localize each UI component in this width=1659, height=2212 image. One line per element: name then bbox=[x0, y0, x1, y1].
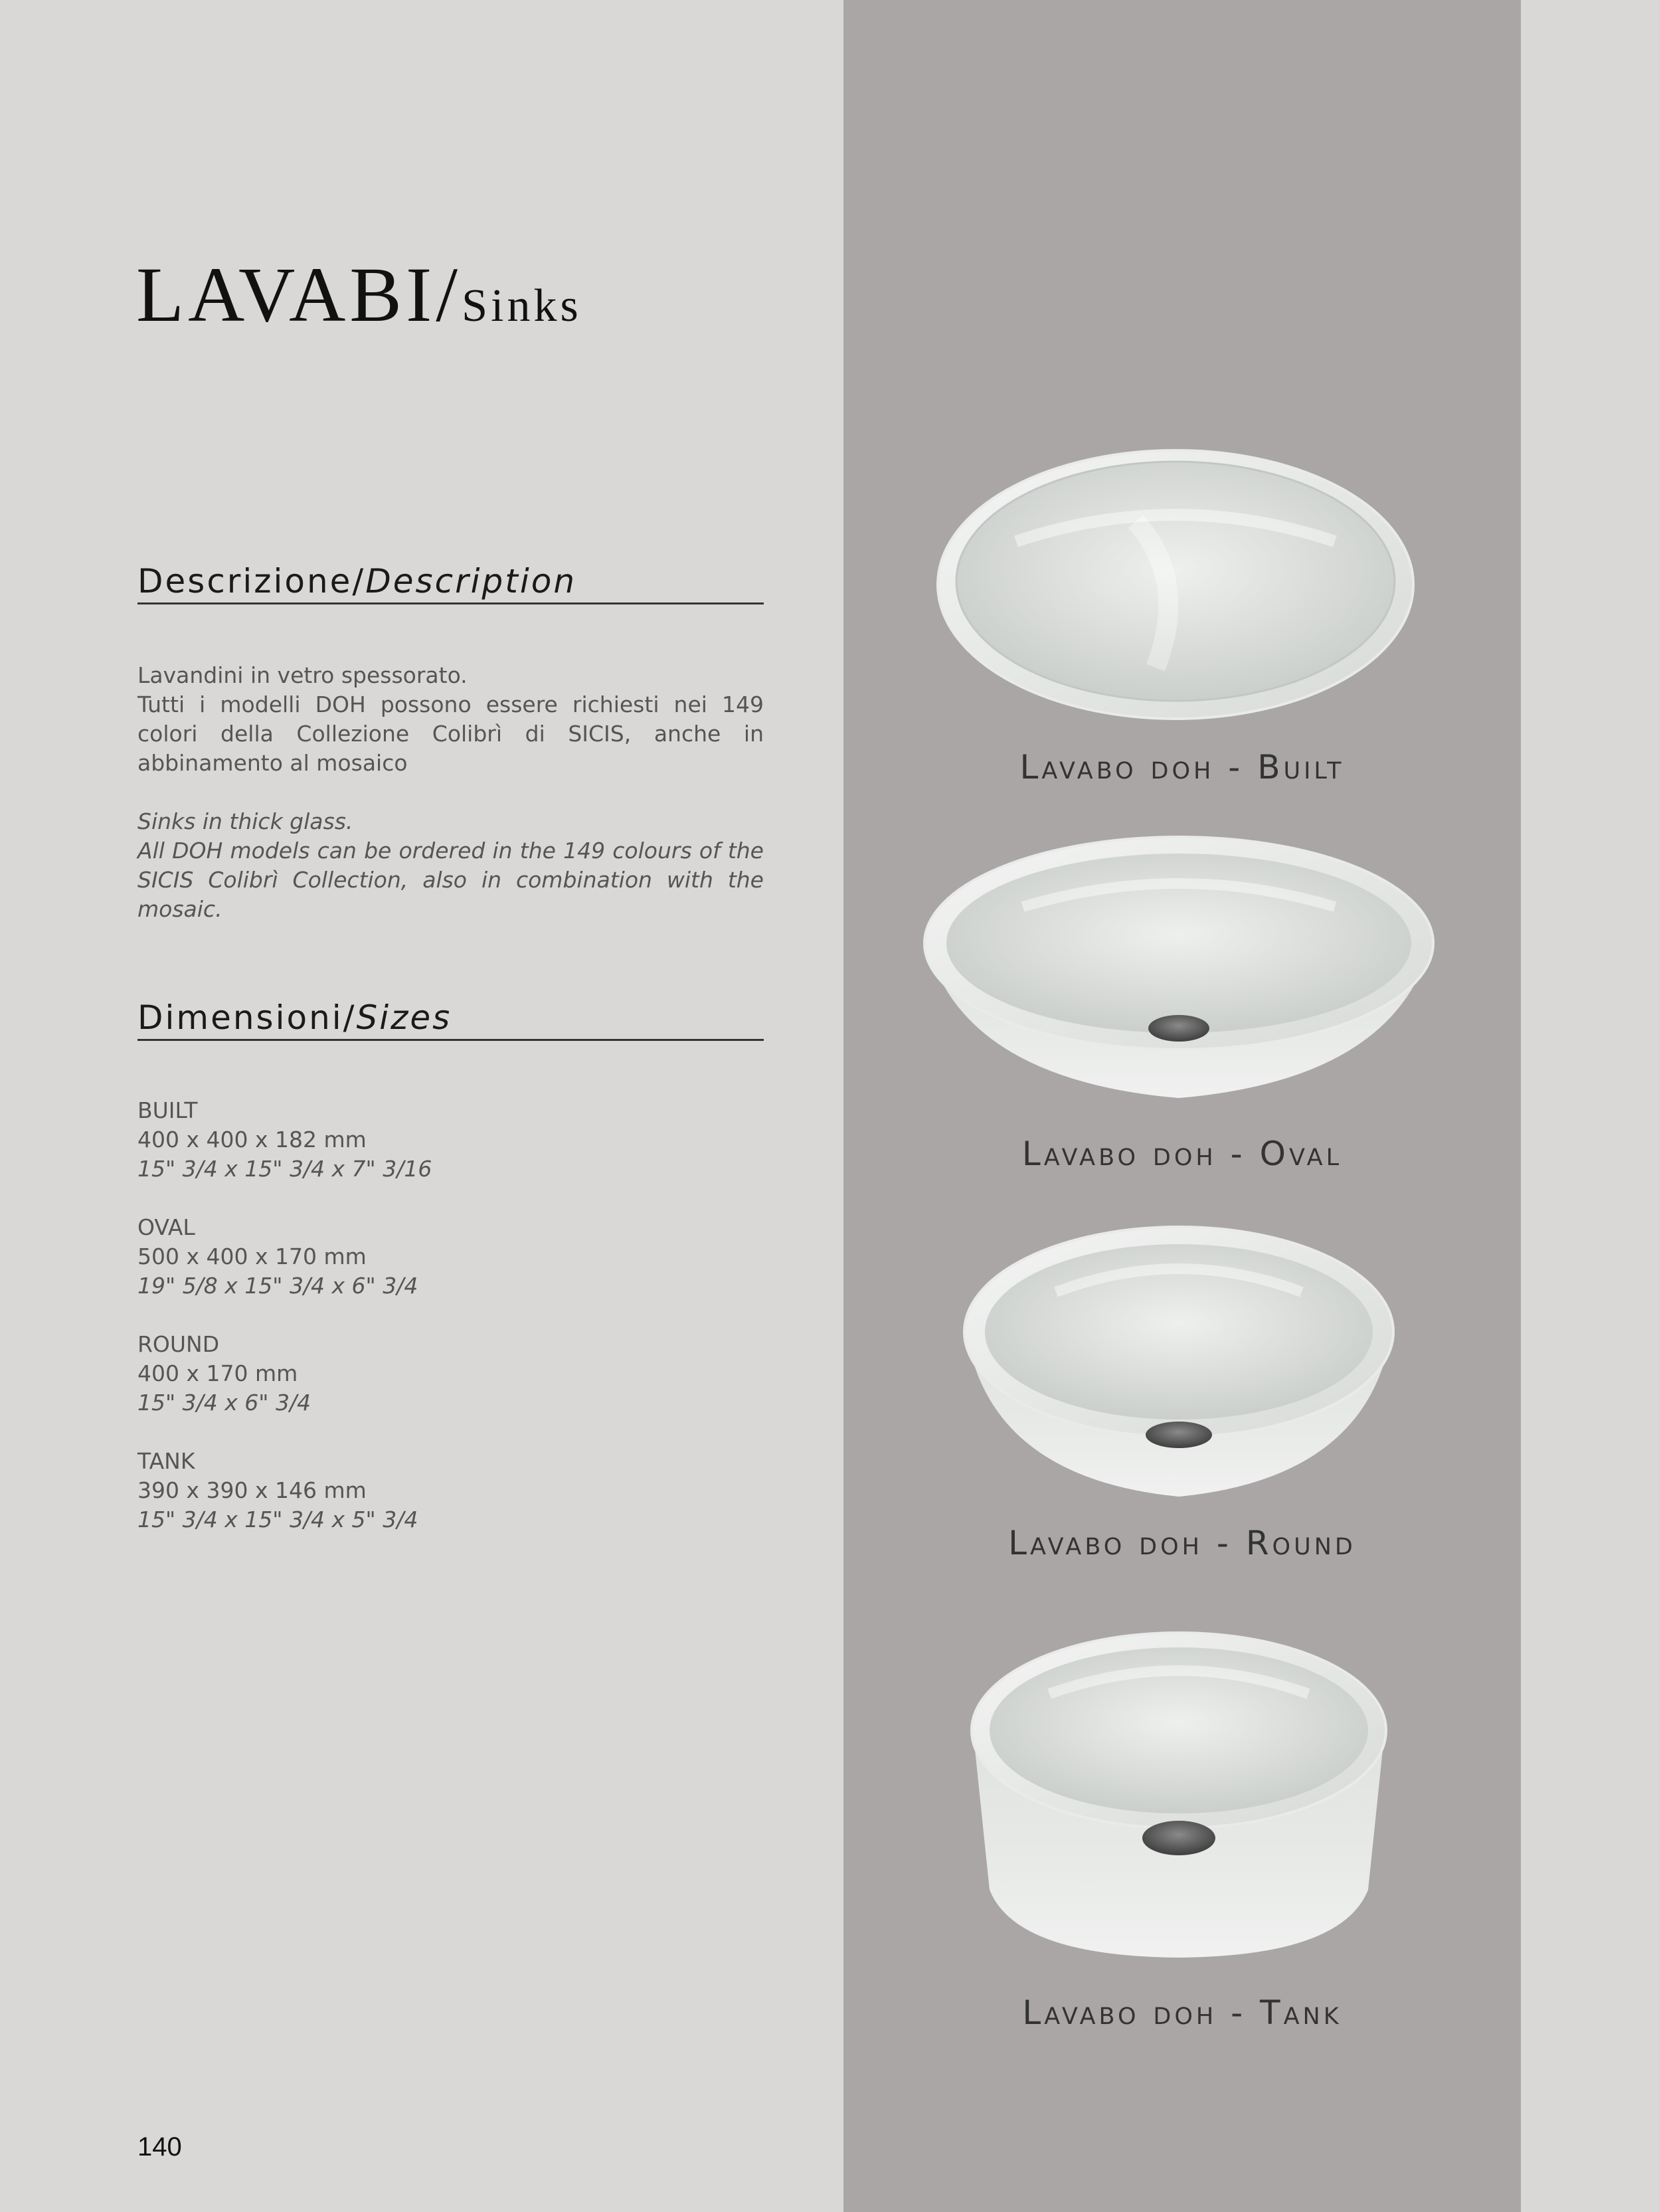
caption-oval: Lavabo doh - Oval bbox=[1021, 1135, 1343, 1173]
description-heading bbox=[137, 563, 764, 604]
size-item-round bbox=[137, 1330, 764, 1418]
oval-sink-image bbox=[923, 834, 1435, 1099]
page-number: 140 bbox=[137, 2132, 182, 2162]
description-text bbox=[137, 661, 764, 924]
caption-round: Lavabo doh - Round bbox=[1008, 1524, 1356, 1562]
tank-sink-image bbox=[970, 1631, 1388, 1960]
size-imperial: 15" 3/4 x 15" 3/4 x 7" 3/16 bbox=[137, 1156, 432, 1182]
description-heading-en: Description bbox=[365, 562, 577, 600]
built-sink-image bbox=[936, 448, 1415, 721]
sizes-heading-it: Dimensioni/ bbox=[137, 998, 357, 1037]
size-metric: 400 x 400 x 182 mm bbox=[137, 1127, 367, 1152]
size-item-tank bbox=[137, 1447, 764, 1534]
sizes-heading bbox=[137, 1000, 764, 1041]
description-en-line-1: Sinks in thick glass. bbox=[137, 808, 353, 834]
size-metric: 500 x 400 x 170 mm bbox=[137, 1244, 367, 1269]
page-title-main: LAVABI/ bbox=[136, 251, 462, 338]
caption-tank: Lavabo doh - Tank bbox=[1022, 1993, 1342, 2032]
size-name: TANK bbox=[137, 1448, 195, 1474]
description-it-line-2: Tutti i modelli DOH possono essere richiesti nei 149 colori della Collezione Colibrì di SICIS, anche in abbinamento al mosaico bbox=[137, 691, 764, 776]
size-imperial: 15" 3/4 x 6" 3/4 bbox=[137, 1390, 311, 1416]
page-title-sub: Sinks bbox=[462, 280, 582, 331]
sizes-heading-en: Sizes bbox=[356, 998, 452, 1037]
description-en-line-2: All DOH models can be ordered in the 149 colours of the SICIS Colibrì Collection, also in combination with the mosaic. bbox=[137, 838, 764, 922]
size-item-built bbox=[137, 1096, 764, 1184]
description-it-line-1: Lavandini in vetro spessorato. bbox=[137, 662, 468, 688]
size-name: BUILT bbox=[137, 1097, 198, 1123]
sizes-list bbox=[137, 1096, 764, 1564]
size-name: ROUND bbox=[137, 1331, 220, 1357]
size-item-oval bbox=[137, 1213, 764, 1301]
size-metric: 390 x 390 x 146 mm bbox=[137, 1477, 367, 1503]
description-heading-it: Descrizione/ bbox=[137, 562, 366, 600]
caption-built: Lavabo doh - Built bbox=[1019, 748, 1345, 786]
size-name: OVAL bbox=[137, 1214, 195, 1240]
page-title bbox=[136, 251, 582, 338]
size-metric: 400 x 170 mm bbox=[137, 1360, 298, 1386]
size-imperial: 19" 5/8 x 15" 3/4 x 6" 3/4 bbox=[137, 1273, 418, 1299]
size-imperial: 15" 3/4 x 15" 3/4 x 5" 3/4 bbox=[137, 1507, 418, 1532]
round-sink-image bbox=[963, 1226, 1395, 1498]
